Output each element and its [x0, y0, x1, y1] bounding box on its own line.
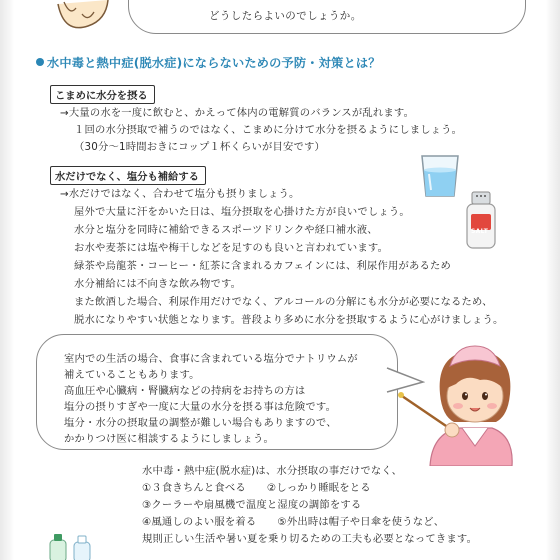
water-glass-icon — [418, 152, 462, 200]
section1-line-1: →大量の水を一度に飲むと、かえって体内の電解質のバランスが乱れます。 — [60, 107, 415, 119]
section2-line-8: 脱水になりやすい状態となります。普段より多めに水分を摂取するように心がけましょう。 — [74, 314, 504, 326]
section2-line-4: お水や麦茶には塩や梅干しなどを足すのも良いと言われています。 — [74, 242, 389, 254]
top-speech-bubble — [128, 0, 526, 34]
subheading-frequent-water: こまめに水分を摂る — [50, 85, 155, 104]
section2-line-2: 屋外で大量に汗をかいた日は、塩分摂取を心掛けた方が良いでしょう。 — [74, 206, 410, 218]
nurse-line-5: 塩分・水分の摂取量の調整が難しい場合もありますので、 — [64, 417, 337, 429]
tips-item-3: ④風通しのよい服を着る ⑤外出時は帽子や日傘を使うなど、 — [142, 516, 445, 528]
section-heading-text: 水中毒と熱中症(脱水症)にならないための予防・対策とは？ — [47, 56, 381, 70]
subheading-salt-supplement: 水だけでなく、塩分も補給する — [50, 166, 206, 185]
section1-line-3: （30分～1時間おきにコップ１杯くらいが目安です） — [74, 141, 325, 153]
section-heading — [36, 54, 381, 71]
section2-line-3: 水分と塩分を同時に補給できるスポーツドリンクや経口補水液、 — [74, 224, 378, 236]
right-frame — [546, 0, 560, 560]
worried-person-illustration — [54, 0, 114, 34]
nurse-line-3: 高血圧や心臓病・腎臓病などの持病をお持ちの方は — [64, 385, 306, 397]
top-bubble-line: どうしたらよいのでしょうか。 — [209, 10, 362, 22]
section2-line-1: →水だけではなく、合わせて塩分も摂りましょう。 — [60, 188, 300, 200]
salt-bottle-icon — [464, 190, 498, 252]
nurse-illustration — [396, 338, 516, 466]
nurse-line-4: 塩分の摂りすぎや一度に大量の水分を摂る事は危険です。 — [64, 401, 337, 413]
salt-label: SALT — [471, 228, 489, 235]
left-frame — [0, 0, 14, 560]
tips-item-4: 規則正しい生活や暑い夏を乗り切るための工夫も必要となってきます。 — [142, 533, 478, 545]
nurse-line-6: かかりつけ医に相談するようにしましょう。 — [64, 433, 274, 445]
section2-line-7: また飲酒した場合、利尿作用だけでなく、アルコールの分解にも水分が必要になるため、 — [74, 296, 493, 308]
drink-bottles-illustration — [46, 534, 106, 560]
tips-item-2: ③クーラーや扇風機で温度と湿度の調節をする — [142, 499, 362, 511]
tips-item-1: ①３食きちんと食べる ②しっかり睡眠をとる — [142, 482, 371, 494]
nurse-line-2: 補えていることもあります。 — [64, 369, 200, 381]
tips-intro: 水中毒・熱中症(脱水症)は、水分摂取の事だけでなく、 — [142, 465, 403, 477]
section2-line-6: 水分補給には不向きな飲み物です。 — [74, 278, 242, 290]
section1-line-2: １回の水分摂取で補うのではなく、こまめに分けて水分を摂るようにしましょう。 — [74, 124, 463, 136]
section2-line-5: 緑茶や烏龍茶・コーヒー・紅茶に含まれるカフェインには、利尿作用があるため — [74, 260, 451, 272]
bullet-dot — [36, 58, 44, 66]
nurse-line-1: 室内での生活の場合、食事に含まれている塩分でナトリウムが — [64, 353, 358, 365]
